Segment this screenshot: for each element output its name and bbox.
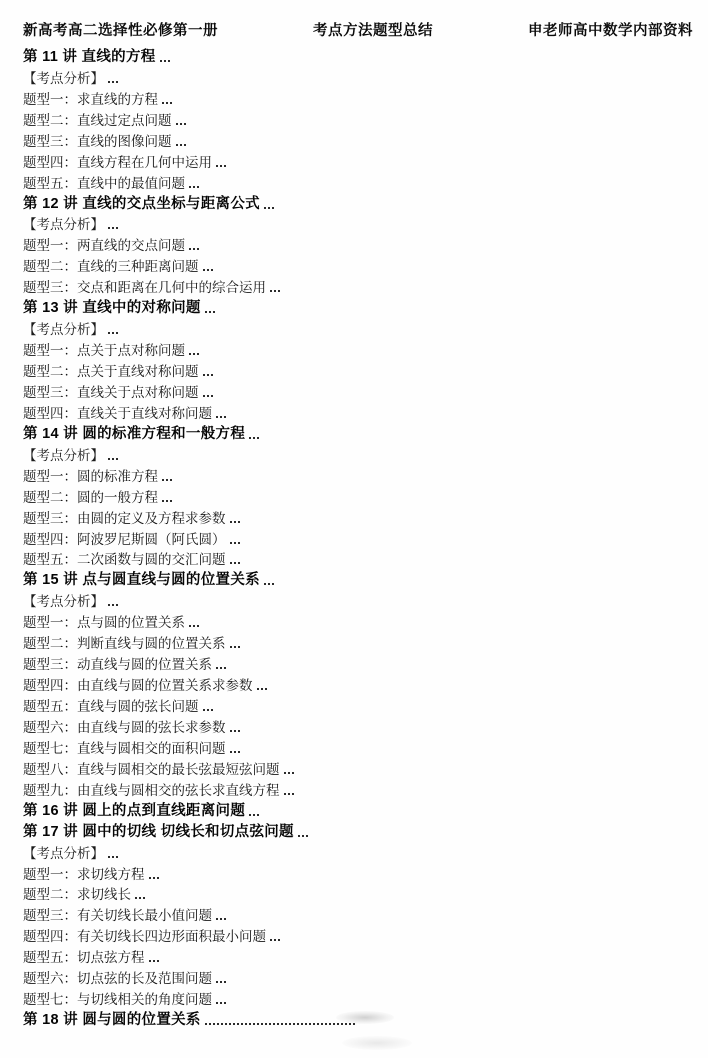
toc-row <box>23 87 693 108</box>
toc-page-number <box>173 45 693 66</box>
toc-list <box>23 45 693 1029</box>
dot-leader <box>189 248 199 250</box>
header-center-title: 考点方法题型总结 <box>313 23 433 39</box>
dot-leader <box>270 290 280 292</box>
toc-row <box>23 171 693 192</box>
toc-entry-label: 题型五：切点弦方程 <box>23 950 145 966</box>
toc-page-number <box>229 987 693 1008</box>
dot-leader <box>284 793 294 795</box>
toc-entry-label: 第 14 讲 圆的标准方程和一般方程 <box>23 425 246 442</box>
dot-leader <box>264 583 274 585</box>
dot-leader <box>216 667 226 669</box>
toc-row <box>23 66 693 87</box>
dot-leader <box>149 877 159 879</box>
toc-row <box>23 527 693 548</box>
toc-row <box>23 568 693 589</box>
dot-leader <box>108 81 118 83</box>
dot-leader <box>189 625 199 627</box>
toc-page-number <box>229 652 693 673</box>
dot-leader <box>230 730 240 732</box>
toc-row <box>23 213 693 234</box>
toc-row <box>23 987 693 1008</box>
toc-entry-label: 题型四：有关切线长四边形面积最小问题 <box>23 929 266 945</box>
toc-entry-label: 题型二：点关于直线对称问题 <box>23 364 199 379</box>
toc-page-number <box>277 568 693 589</box>
toc-row <box>23 359 693 380</box>
toc-entry-label: 题型一：求切线方程 <box>23 866 145 882</box>
toc-page-number <box>121 317 693 338</box>
toc-row <box>23 589 693 610</box>
toc-entry-label: 【考点分析】 <box>23 447 104 463</box>
toc-page-number <box>283 275 693 296</box>
dot-leader <box>162 102 172 104</box>
toc-row <box>23 275 693 296</box>
toc-page-number <box>283 924 693 945</box>
dot-leader <box>205 1023 355 1025</box>
dot-leader <box>162 479 172 481</box>
dot-leader <box>135 897 145 899</box>
toc-page-number <box>148 883 693 904</box>
toc-entry-label: 题型二：直线的三种距离问题 <box>23 259 199 275</box>
toc-row <box>23 715 693 736</box>
dot-leader <box>189 353 199 355</box>
toc-entry-label: 题型三：有关切线长最小值问题 <box>23 908 212 924</box>
dot-leader <box>176 123 186 125</box>
dot-leader <box>230 542 240 544</box>
toc-page-number <box>121 443 693 464</box>
toc-row <box>23 401 693 422</box>
toc-row <box>23 883 693 904</box>
dot-leader <box>298 835 308 837</box>
dot-leader <box>249 814 259 816</box>
toc-row <box>23 778 693 799</box>
toc-page-number <box>175 464 693 485</box>
toc-entry-label: 题型二：直线过定点问题 <box>23 112 172 128</box>
toc-page-number <box>311 820 693 841</box>
toc-entry-label: 题型三：交点和距离在几何中的综合运用 <box>23 280 266 296</box>
dot-leader <box>230 521 240 523</box>
dot-leader <box>203 709 213 711</box>
dot-leader <box>216 918 226 920</box>
dot-leader <box>270 939 280 941</box>
toc-row <box>23 254 693 275</box>
toc-row <box>23 799 693 820</box>
dot-leader <box>249 437 259 439</box>
toc-row <box>23 694 693 715</box>
dot-leader <box>149 960 159 962</box>
toc-page-number <box>243 506 694 527</box>
toc-page-number <box>162 862 694 883</box>
toc-row <box>23 108 693 129</box>
header-right-title: 申老师高中数学内部资料 <box>528 23 693 39</box>
dot-leader <box>108 458 118 460</box>
toc-page-number <box>216 380 694 401</box>
toc-page-number <box>216 254 694 275</box>
toc-entry-label: 第 16 讲 圆上的点到直线距离问题 <box>23 802 246 819</box>
toc-page-number <box>229 401 693 422</box>
toc-page-number <box>243 715 694 736</box>
toc-entry-label: 题型四：直线关于直线对称问题 <box>23 405 212 421</box>
dot-leader <box>108 227 118 229</box>
dot-leader <box>230 646 240 648</box>
toc-page-number <box>297 757 694 778</box>
toc-entry-label: 题型六：切点弦的长及范围问题 <box>23 971 212 987</box>
toc-row <box>23 485 693 506</box>
toc-row <box>23 945 693 966</box>
toc-row <box>23 443 693 464</box>
toc-entry-label: 第 12 讲 直线的交点坐标与距离公式 <box>23 195 260 212</box>
toc-entry-label: 题型七：与切线相关的角度问题 <box>23 992 212 1008</box>
toc-entry-label: 题型四：由直线与圆的位置关系求参数 <box>23 678 253 694</box>
toc-row <box>23 150 693 171</box>
toc-entry-label: 题型九：由直线与圆相交的弦长求直线方程 <box>23 782 280 798</box>
toc-page-number <box>262 799 693 820</box>
toc-entry-label: 题型七：直线与圆相交的面积问题 <box>23 740 226 756</box>
toc-row <box>23 966 693 987</box>
toc-page-number <box>229 903 693 924</box>
toc-row <box>23 506 693 527</box>
dot-leader <box>160 60 170 62</box>
document-header <box>23 22 693 41</box>
toc-page-number <box>243 736 694 757</box>
toc-page-number <box>189 108 694 129</box>
scan-smudge <box>342 1036 412 1050</box>
dot-leader <box>230 562 240 564</box>
toc-page-number <box>202 233 693 254</box>
toc-page-number <box>189 129 694 150</box>
dot-leader <box>189 186 199 188</box>
toc-row <box>23 673 693 694</box>
toc-page-number <box>243 527 694 548</box>
toc-page-number <box>175 87 693 108</box>
toc-entry-label: 题型三：直线关于点对称问题 <box>23 384 199 400</box>
dot-leader <box>203 395 213 397</box>
toc-row <box>23 317 693 338</box>
dot-leader <box>203 374 213 376</box>
toc-row <box>23 129 693 150</box>
toc-entry-label: 题型四：直线方程在几何中运用 <box>23 154 212 170</box>
toc-page-number <box>218 296 693 317</box>
toc-page-number <box>121 841 693 862</box>
toc-page-number <box>229 150 693 171</box>
toc-entry-label: 题型五：直线中的最值问题 <box>23 175 185 191</box>
toc-page-number <box>202 338 693 359</box>
toc-entry-label: 【考点分析】 <box>23 217 104 233</box>
toc-row <box>23 757 693 778</box>
toc-row <box>23 548 693 569</box>
dot-leader <box>216 981 226 983</box>
toc-entry-label: 题型五：二次函数与圆的交汇问题 <box>23 552 226 568</box>
toc-page-number <box>162 945 694 966</box>
dot-leader <box>264 207 274 209</box>
dot-leader <box>108 332 118 334</box>
toc-row <box>23 192 693 213</box>
toc-row <box>23 296 693 317</box>
toc-entry-label: 题型二：圆的一般方程 <box>23 489 158 505</box>
dot-leader <box>284 772 294 774</box>
toc-page-number <box>121 66 693 87</box>
header-left-title: 新高考高二选择性必修第一册 <box>23 23 218 39</box>
toc-page-number <box>121 213 693 234</box>
toc-page-number <box>270 673 694 694</box>
toc-row <box>23 841 693 862</box>
toc-row <box>23 233 693 254</box>
scan-smudge <box>336 1011 394 1024</box>
toc-row <box>23 422 693 443</box>
toc-entry-label: 第 15 讲 点与圆直线与圆的位置关系 <box>23 572 260 589</box>
toc-entry-label: 题型一：圆的标准方程 <box>23 468 158 484</box>
toc-entry-label: 题型二：判断直线与圆的位置关系 <box>23 636 226 652</box>
toc-entry-label: 题型一：求直线的方程 <box>23 91 158 107</box>
toc-entry-label: 题型五：直线与圆的弦长问题 <box>23 699 199 714</box>
dot-leader <box>108 604 118 606</box>
toc-entry-label: 题型四：阿波罗尼斯圆（阿氏圆） <box>23 531 226 547</box>
toc-entry-label: 第 11 讲 直线的方程 <box>23 48 156 65</box>
toc-page-number <box>216 359 694 380</box>
toc-entry-label: 【考点分析】 <box>23 845 104 861</box>
toc-row <box>23 820 693 841</box>
dot-leader <box>203 269 213 271</box>
toc-entry-label: 【考点分析】 <box>23 322 104 338</box>
dot-leader <box>205 311 215 313</box>
toc-entry-label: 第 18 讲 圆与圆的位置关系 <box>23 1012 201 1029</box>
toc-page-number <box>121 589 693 610</box>
toc-page-number <box>243 548 694 569</box>
toc-row <box>23 45 693 66</box>
toc-page-number <box>243 631 694 652</box>
toc-page-number <box>216 694 694 715</box>
dot-leader <box>216 1002 226 1004</box>
dot-leader <box>176 144 186 146</box>
toc-page-number <box>202 171 693 192</box>
toc-page-number <box>277 192 693 213</box>
toc-row <box>23 924 693 945</box>
dot-leader <box>216 165 226 167</box>
toc-entry-label: 题型三：直线的图像问题 <box>23 133 172 149</box>
toc-page-number <box>262 422 693 443</box>
dot-leader <box>257 688 267 690</box>
dot-leader <box>216 416 226 418</box>
toc-entry-label: 题型八：直线与圆相交的最长弦最短弦问题 <box>23 761 280 777</box>
toc-row <box>23 631 693 652</box>
toc-entry-label: 题型一：点与圆的位置关系 <box>23 615 185 631</box>
toc-entry-label: 【考点分析】 <box>23 594 104 610</box>
dot-leader <box>162 500 172 502</box>
dot-leader <box>108 856 118 858</box>
toc-row <box>23 736 693 757</box>
toc-row <box>23 652 693 673</box>
toc-entry-label: 题型三：动直线与圆的位置关系 <box>23 657 212 673</box>
toc-entry-label: 题型一：点关于点对称问题 <box>23 343 185 359</box>
toc-row <box>23 862 693 883</box>
toc-page-number <box>297 778 694 799</box>
toc-entry-label: 题型二：求切线长 <box>23 887 131 903</box>
toc-row <box>23 903 693 924</box>
toc-entry-label: 题型六：由直线与圆的弦长求参数 <box>23 719 226 735</box>
toc-page-number <box>175 485 693 506</box>
dot-leader <box>230 751 240 753</box>
toc-entry-label: 【考点分析】 <box>23 70 104 86</box>
toc-row <box>23 464 693 485</box>
toc-page-number <box>202 610 693 631</box>
toc-row <box>23 338 693 359</box>
toc-row <box>23 380 693 401</box>
toc-entry-label: 题型一：两直线的交点问题 <box>23 238 185 254</box>
toc-entry-label: 第 17 讲 圆中的切线 切线长和切点弦问题 <box>23 823 294 840</box>
toc-entry-label: 第 13 讲 直线中的对称问题 <box>23 300 201 317</box>
toc-row <box>23 610 693 631</box>
toc-entry-label: 题型三：由圆的定义及方程求参数 <box>23 510 226 526</box>
toc-page-number <box>229 966 693 987</box>
